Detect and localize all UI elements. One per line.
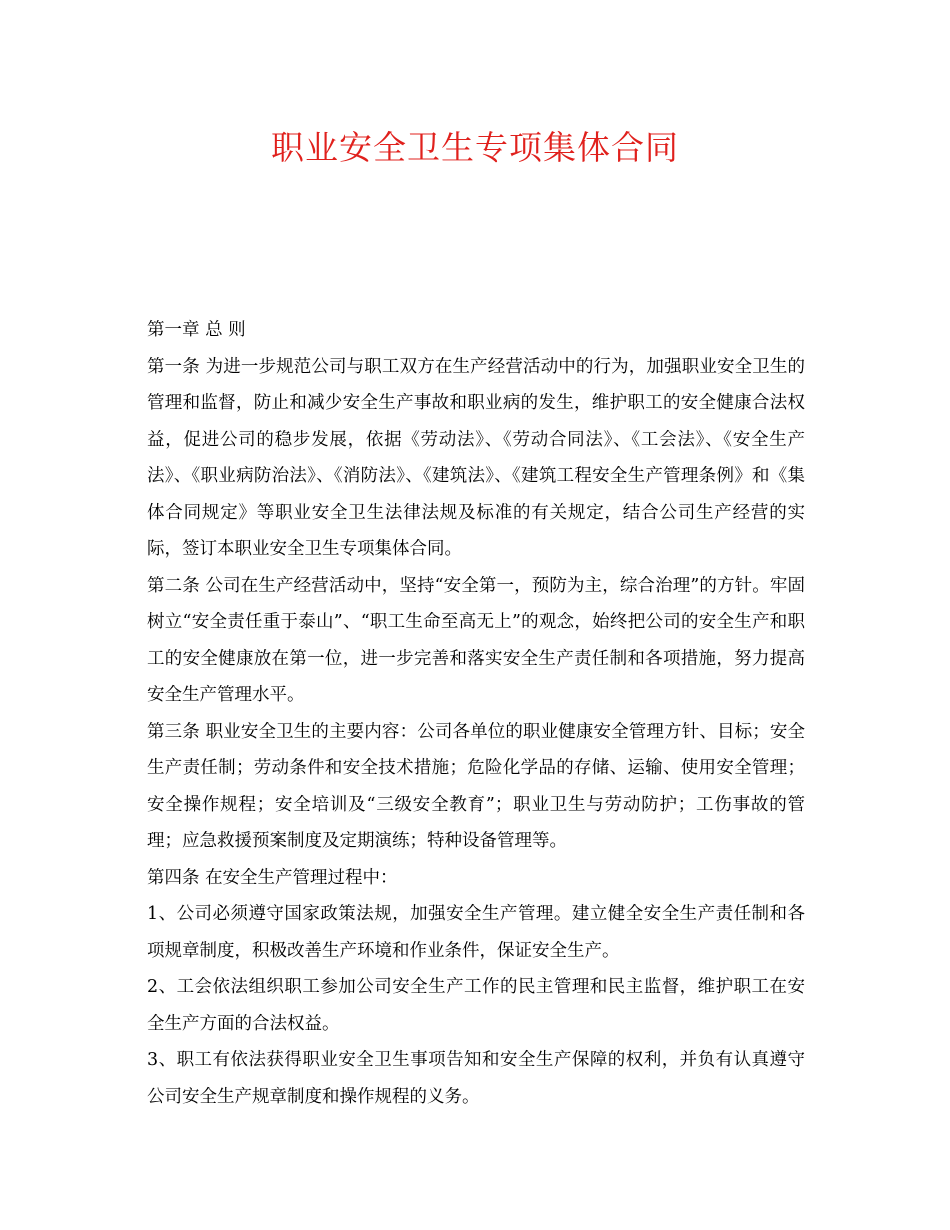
article-4: 第四条 在安全生产管理过程中： [147, 867, 398, 888]
article-4-item-3: 3、职工有依法获得职业安全卫生事项告知和安全生产保障的权利，并负有认真遵守公司安全生产规章制度和操作规程的义务。 [147, 1050, 805, 1107]
article-4-item-1: 1、公司必须遵守国家政策法规，加强安全生产管理。建立健全安全生产责任制和各项规章制度，积极改善生产环境和作业条件，保证安全生产。 [147, 904, 805, 961]
article-4-item-2: 2、工会依法组织职工参加公司安全生产工作的民主管理和民主监督，维护职工在安全生产方面的合法权益。 [147, 977, 805, 1034]
article-3: 第三条 职业安全卫生的主要内容：公司各单位的职业健康安全管理方针、目标；安全生产责任制；劳动条件和安全技术措施；危险化学品的存储、运输、使用安全管理；安全操作规程；安全培训及“三级安全教育”；职业卫生与劳动防护；工伤事故的管理；应急救援预案制度及定期演练；特种设备管理等。 [147, 721, 805, 851]
article-2: 第二条 公司在生产经营活动中，坚持“安全第一，预防为主，综合治理”的方针。牢固树立“安全责任重于泰山”、“职工生命至高无上”的观念，始终把公司的安全生产和职工的安全健康放在第一位，进一步完善和落实安全生产责任制和各项措施，努力提高安全生产管理水平。 [147, 575, 805, 705]
document-title: 职业安全卫生专项集体合同 [271, 128, 679, 167]
document-body [147, 312, 805, 1115]
chapter-heading: 第一章 总 则 [147, 320, 246, 340]
article-1: 第一条 为进一步规范公司与职工双方在生产经营活动中的行为，加强职业安全卫生的管理和监督，防止和减少安全生产事故和职业病的发生，维护职工的安全健康合法权益，促进公司的稳步发展，依据《劳动法》、《劳动合同法》、《工会法》、《安全生产法》、《职业病防治法》、《消防法》、《建筑法》、《建筑工程安全生产管理条例》和《集体合同规定》等职业安全卫生法律法规及标准的有关规定，结合公司生产经营的实际，签订本职业安全卫生专项集体合同。 [147, 356, 805, 559]
